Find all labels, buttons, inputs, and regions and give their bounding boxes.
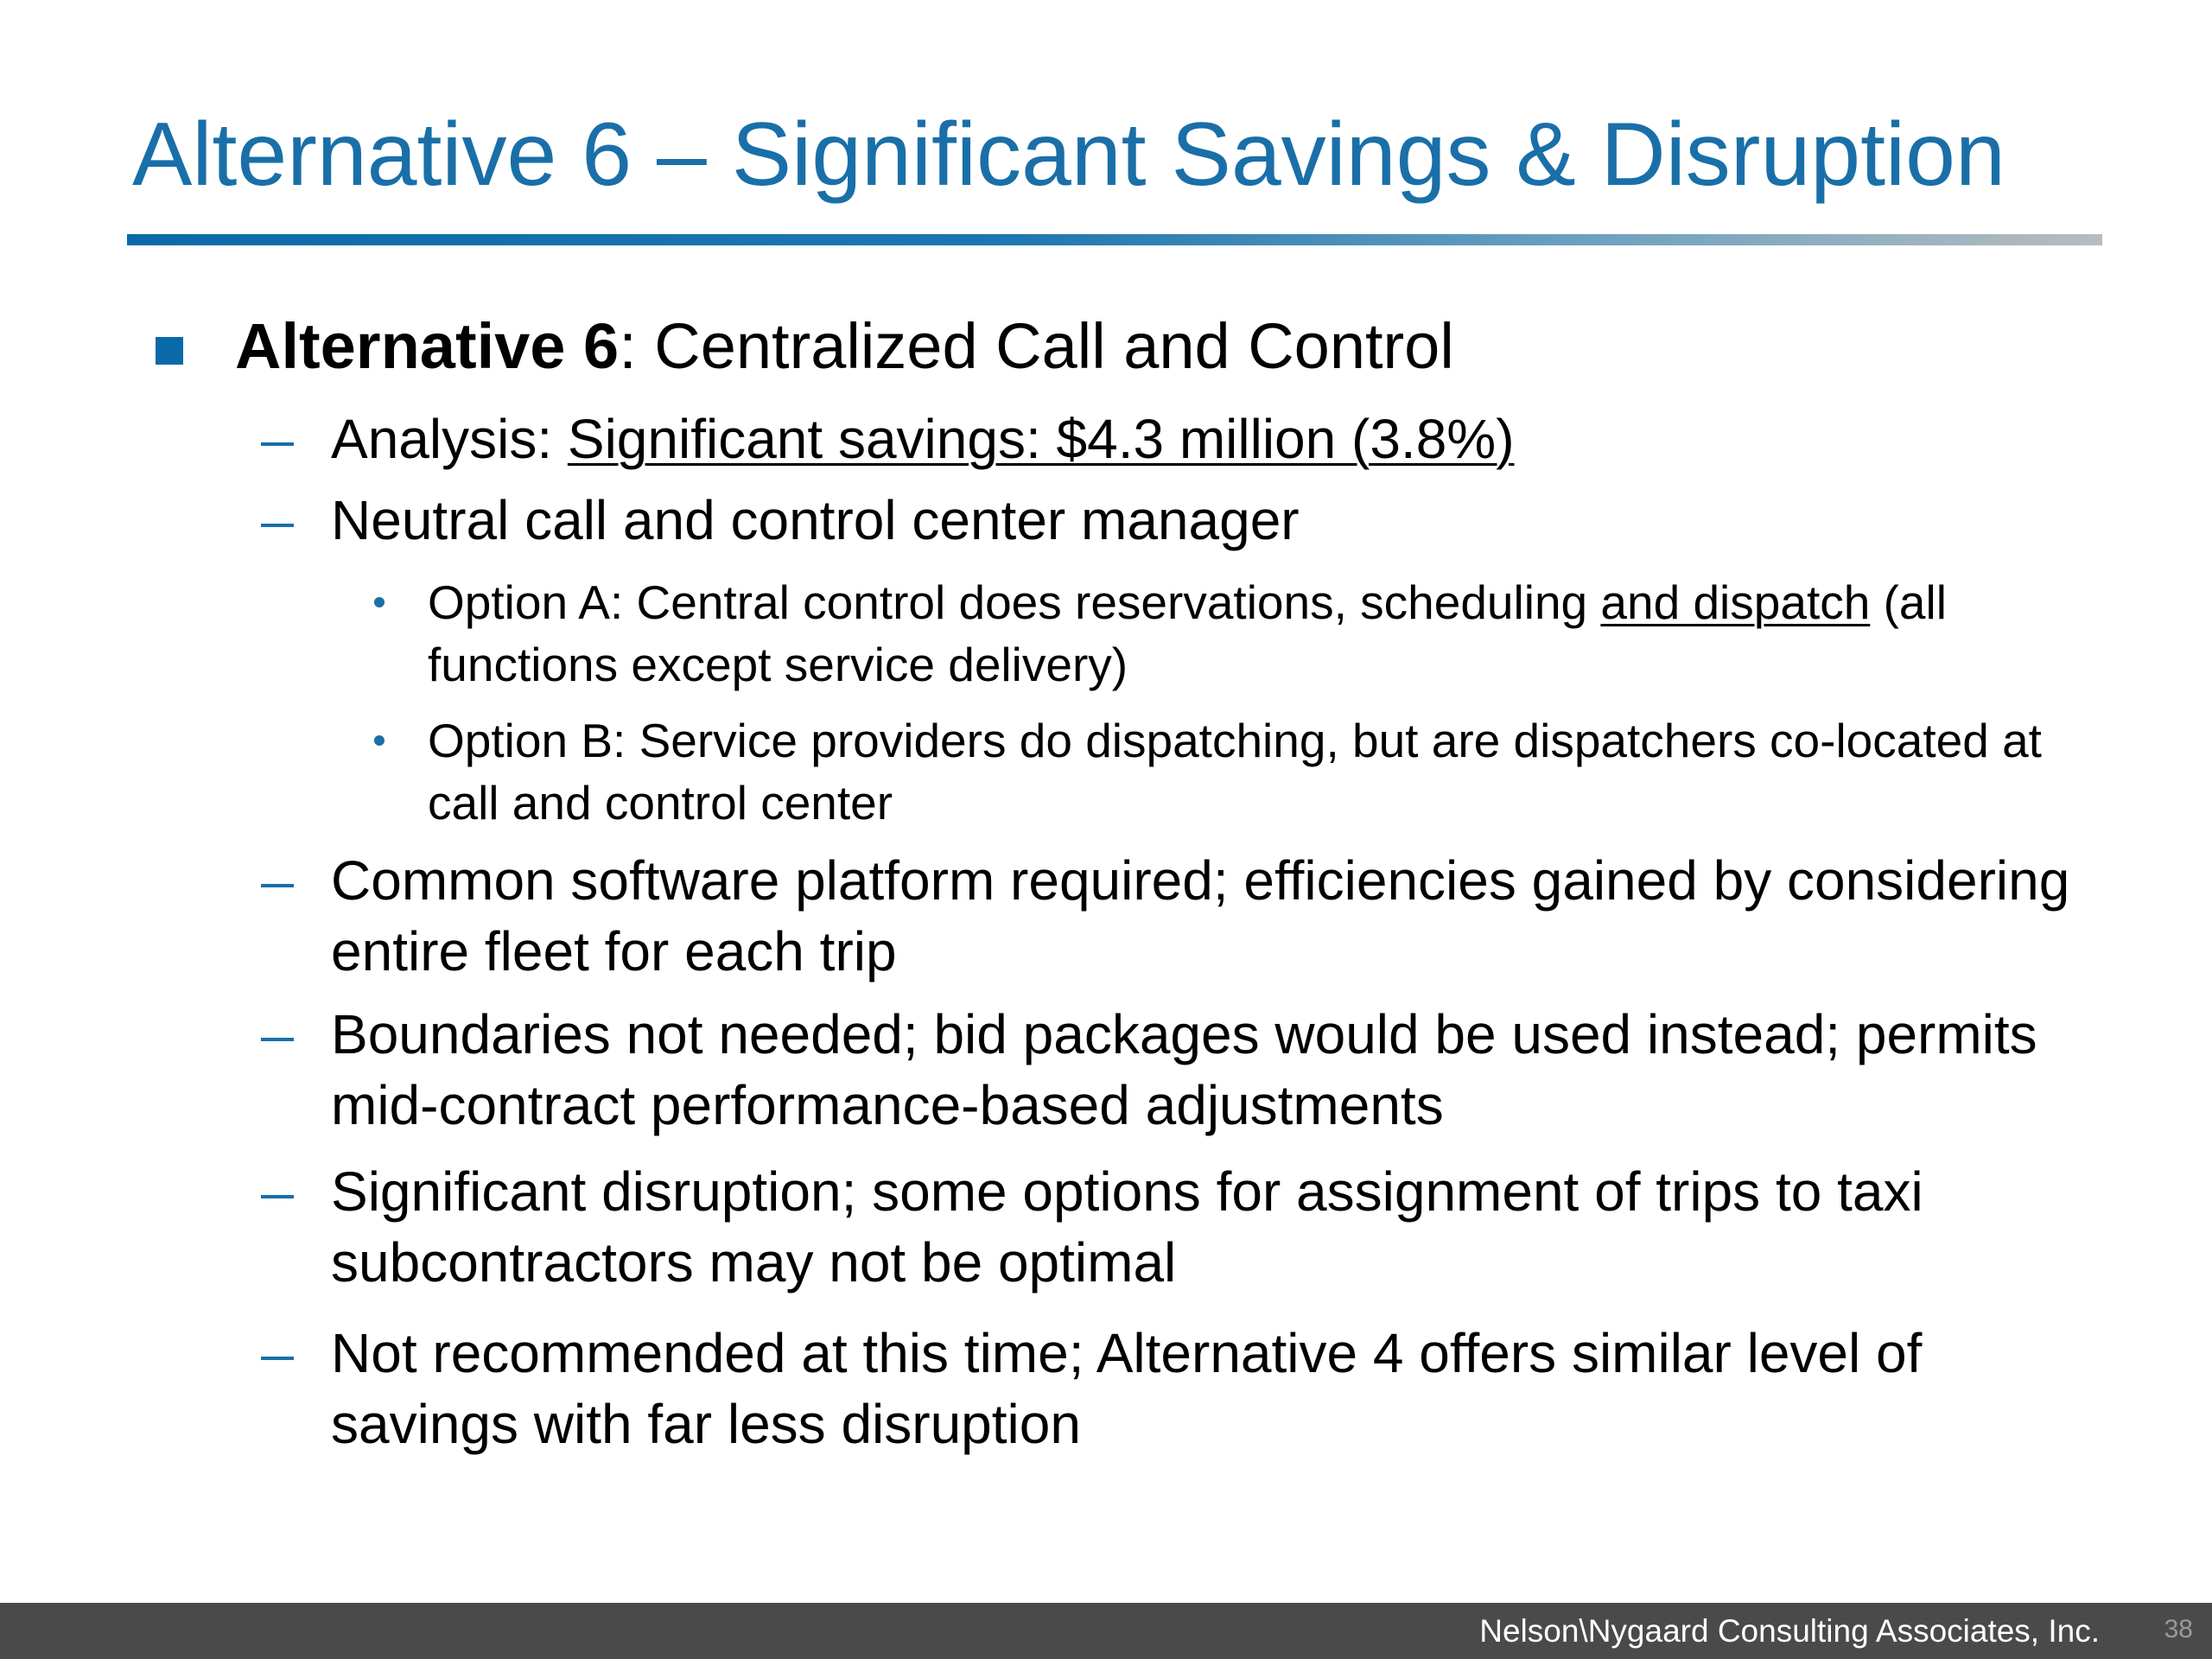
list-item-prefix: Analysis:	[331, 408, 568, 470]
sub-item-text-continued: (all functions except service delivery)	[428, 575, 1947, 691]
footer-company: Nelson\Nygaard Consulting Associates, Inc.	[1479, 1613, 2100, 1649]
title-underline-rule	[127, 234, 2102, 245]
list-item: Neutral call and control center manager	[331, 489, 1300, 551]
list-item: Boundaries not needed; bid packages would be used instead; permits mid-contract performance-based adjustments	[331, 1003, 2037, 1136]
sub-list-item-option-a	[428, 571, 2052, 696]
dot-bullet-icon	[374, 597, 385, 607]
main-bullet-text	[235, 311, 1454, 381]
list-item-analysis	[331, 404, 2102, 474]
savings-figure: Significant savings: $4.3 million (3.8%)	[567, 408, 1515, 470]
page-number: 38	[2164, 1615, 2193, 1643]
list-item: Common software platform required; efficiencies gained by considering entire fleet for each trip	[331, 849, 2070, 982]
dash-bullet-icon	[261, 1195, 294, 1198]
list-item: Significant disruption; some options for assignment of trips to taxi subcontractors may not be optimal	[331, 1160, 1923, 1294]
sub-item-underlined: and dispatch	[1600, 575, 1871, 629]
dash-bullet-icon	[261, 524, 294, 527]
sub-list-item-option-b: Option B: Service providers do dispatching, but are dispatchers co-located at call and control center	[428, 714, 2042, 830]
list-item: Not recommended at this time; Alternative 4 offers similar level of savings with far less disruption	[331, 1322, 1923, 1455]
dash-bullet-icon	[261, 1357, 294, 1360]
main-bullet-rest: : Centralized Call and Control	[619, 310, 1454, 382]
main-bullet-bold: Alternative 6	[235, 310, 620, 382]
sub-item-text: Option A: Central control does reservations, scheduling	[428, 575, 1601, 629]
square-bullet-icon	[156, 337, 183, 365]
dash-bullet-icon	[261, 442, 294, 446]
dot-bullet-icon	[374, 735, 385, 746]
dash-bullet-icon	[261, 884, 294, 887]
footer-bar	[0, 1603, 2212, 1659]
slide-title: Alternative 6 – Significant Savings & Disruption	[132, 105, 2005, 205]
dash-bullet-icon	[261, 1038, 294, 1041]
